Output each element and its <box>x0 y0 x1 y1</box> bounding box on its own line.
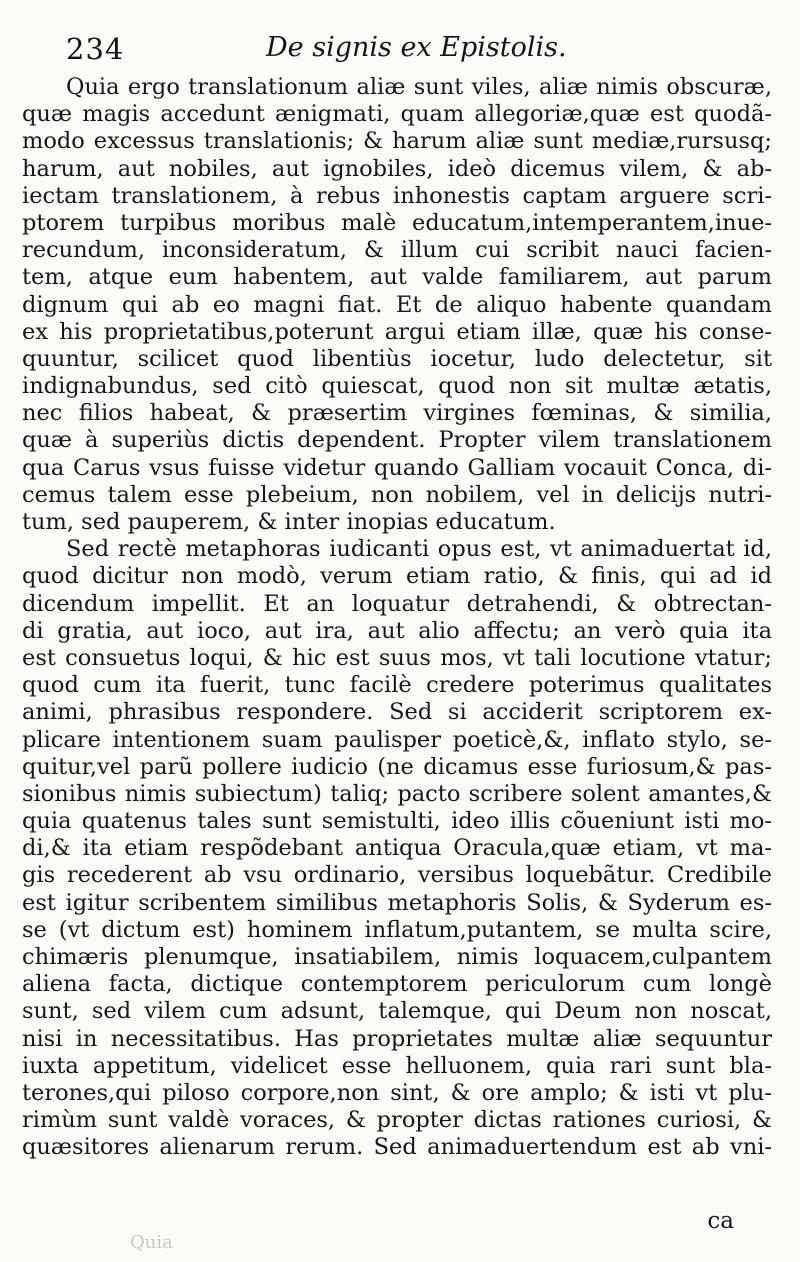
text-line: indignabundus, sed citò quiescat, quod non sit multæ ætatis, <box>22 373 772 400</box>
text-line: iectam translationem, à rebus inhonestis captam arguere scri- <box>22 182 772 209</box>
text-line: dicendum impellit. Et an loquatur detrahendi, & obtrectan- <box>22 590 772 617</box>
text-line: nec filios habeat, & præsertim virgines fœminas, & similia, <box>22 400 772 427</box>
text-line: aliena facta, dictique contemptorem periculorum cum longè <box>22 971 772 998</box>
body-text <box>22 74 772 1162</box>
text-line: tum, sed pauperem, & inter inopias educatum. <box>22 509 556 535</box>
text-line: qua Carus vsus fuisse videtur quando Galliam vocauit Conca, di- <box>22 454 772 481</box>
text-line: quod cum ita fuerit, tunc facilè credere poterimus qualitates <box>22 672 772 699</box>
running-title: De signis ex Epistolis. <box>266 32 567 63</box>
text-line: Sed rectè metaphoras iudicanti opus est, vt animaduertat id, <box>66 536 772 563</box>
text-line: nisi in necessitatibus. Has proprietates multæ aliæ sequuntur <box>22 1025 772 1052</box>
text-line: recundum, inconsideratum, & illum cui scribit nauci facien- <box>22 237 772 264</box>
text-line: Quia ergo translationum aliæ sunt viles, aliæ nimis obscuræ, <box>66 74 772 100</box>
text-line: sionibus nimis subiectum) taliq; pacto scribere solent amantes,& <box>22 780 772 807</box>
text-line: tem, atque eum habentem, aut valde familiarem, aut parum <box>22 264 772 291</box>
text-line: terones,qui piloso corpore,non sint, & ore amplo; & isti vt plu- <box>22 1079 772 1106</box>
text-line: quæ à superiùs dictis dependent. Propter vilem translationem <box>22 427 772 454</box>
catchword: ca <box>707 1208 734 1234</box>
text-line: di gratia, aut ioco, aut ira, aut alio affectu; an verò quia ita <box>22 617 772 644</box>
text-line: se (vt dictum est) hominem inflatum,putantem, se multa scire, <box>22 916 772 943</box>
text-line: est igitur scribentem similibus metaphoris Solis, & Syderum es- <box>22 889 772 916</box>
text-line: cemus talem esse plebeium, non nobilem, vel in delicijs nutri- <box>22 481 772 508</box>
text-line: gis recederent ab vsu ordinario, versibus loquebãtur. Credibile <box>22 862 772 889</box>
text-line: est consuetus loqui, & hic est suus mos, vt tali locutione vtatur; <box>22 644 772 671</box>
text-line: animi, phrasibus respondere. Sed si acciderit scriptorem ex- <box>22 699 772 726</box>
text-line: modo excessus translationis; & harum aliæ sunt mediæ,rursusq; <box>22 128 772 155</box>
text-line: iuxta appetitum, videlicet esse helluonem, quia rari sunt bla- <box>22 1052 772 1079</box>
text-line: ptorem turpibus moribus malè educatum,intemperantem,inue- <box>22 209 772 236</box>
text-line: rimùm sunt valdè voraces, & propter dictas rationes curiosi, & <box>22 1107 772 1134</box>
text-line: quuntur, scilicet quod libentiùs iocetur, ludo delectetur, sit <box>22 345 772 372</box>
text-line: quæ magis accedunt ænigmati, quam allegoriæ,quæ est quodã- <box>22 101 772 128</box>
text-line: harum, aut nobiles, aut ignobiles, ideò dicemus vilem, & ab- <box>22 155 772 182</box>
text-line: sunt, sed vilem cum adsunt, talemque, qui Deum non noscat, <box>22 998 772 1025</box>
text-line: quia quatenus tales sunt semistulti, ideo illis cõueniunt isti mo- <box>22 808 772 835</box>
page-number: 234 <box>66 32 125 66</box>
text-line: quod dicitur non modò, verum etiam ratio, & finis, qui ad id <box>22 563 772 590</box>
text-line: di,& ita etiam respõdebant antiqua Oracula,quæ etiam, vt ma- <box>22 835 772 862</box>
text-line: plicare intentionem suam paulisper poeticè,&, inflato stylo, se- <box>22 726 772 753</box>
text-line: quæsitores alienarum rerum. Sed animaduertendum est ab vni- <box>22 1134 772 1161</box>
text-line: chimæris plenumque, insatiabilem, nimis loquacem,culpantem <box>22 944 772 970</box>
text-line: dignum qui ab eo magni fiat. Et de aliquo habente quandam <box>22 291 772 318</box>
text-line: quitur,vel parũ pollere iudicio (ne dicamus esse furiosum,& pas- <box>22 753 772 780</box>
page-header <box>66 30 766 74</box>
show-through-text: Quia <box>130 1232 173 1253</box>
text-line: ex his proprietatibus,poterunt argui etiam illæ, quæ his conse- <box>22 318 772 345</box>
